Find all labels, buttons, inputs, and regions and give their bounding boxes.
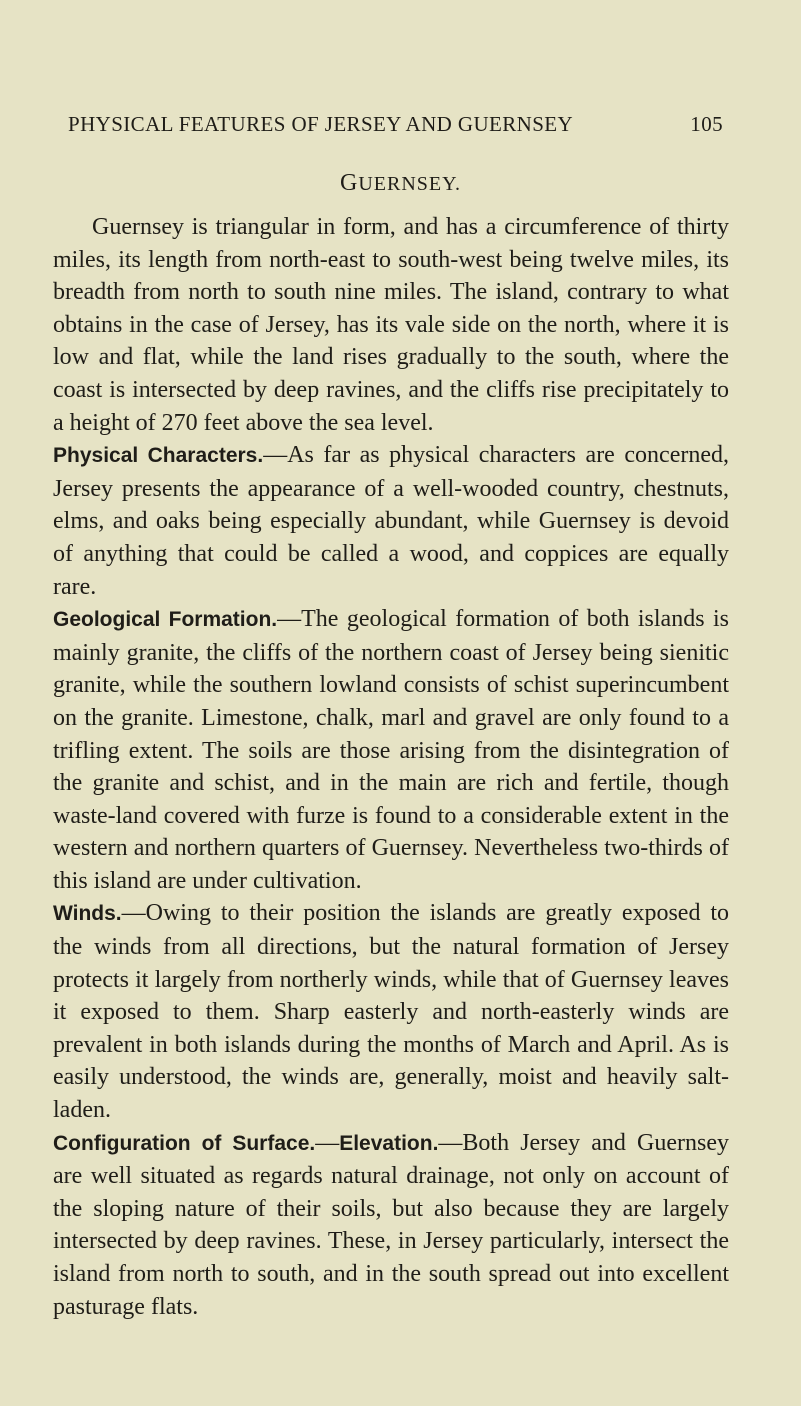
run-in-heading: Winds. <box>53 902 122 926</box>
paragraph-winds <box>53 897 729 1126</box>
run-in-heading: Geological Formation. <box>53 608 278 632</box>
page-number: 105 <box>690 112 723 136</box>
run-in-subheading: Elevation. <box>339 1131 439 1155</box>
paragraph-text: Guernsey is triangular in form, and has a circumference of thirty miles, its length from north-east to south-west being twelve miles, its breadth from north to south nine miles. The island, contrary to what obtains in the case of Jersey, has its vale side on the north, where it is low and flat, while the land rises gradually to the south, where the coast is intersected by deep ravines, and the cliffs rise precipitately to a height of 270 feet above the sea level. <box>53 214 729 436</box>
run-in-heading: Physical Characters. <box>53 444 264 468</box>
paragraph-geological-formation <box>53 603 729 897</box>
paragraph-dash: — <box>315 1129 340 1156</box>
paragraph-configuration <box>53 1127 729 1324</box>
paragraph-text: —Owing to their position the islands are greatly exposed to the winds from all directions, but the natural formation of Jersey protects it largely from northerly winds, while that of Guernsey leaves it exposed to them. Sharp easterly and north-easterly winds are prevalent in both islands during the months of March and April. As is easily understood, the winds are, generally, moist and heavily salt-laden. <box>53 900 729 1124</box>
section-title-initial: G <box>340 170 359 196</box>
run-in-heading: Configuration of Surface. <box>53 1131 316 1155</box>
section-title-rest: UERNSEY. <box>358 173 461 195</box>
body-text <box>53 211 729 1323</box>
paragraph-intro <box>53 211 729 439</box>
paragraph-text: —The geological formation of both islands is mainly granite, the cliffs of the northern coast of Jersey being sienitic granite, while the southern lowland consists of schist superincumbent on the granite. Limestone, chalk, marl and gravel are only found to a trifling extent. The soils are those arising from the disintegration of the granite and schist, and in the main are rich and fertile, though waste-land covered with furze is found to a considerable extent in the western and northern quarters of Guernsey. Nevertheless two-thirds of this island are under cultivation. <box>53 606 729 894</box>
running-title: PHYSICAL FEATURES OF JERSEY AND GUERNSEY <box>68 112 574 136</box>
section-title <box>0 170 801 197</box>
paragraph-physical-characters <box>53 439 729 603</box>
running-head <box>68 112 723 137</box>
paragraph-text: —As far as physical characters are concerned, Jersey presents the appearance of a well-wooded country, chestnuts, elms, and oaks being especially abundant, while Guernsey is devoid of anything that could be called a wood, and coppices are equally rare. <box>53 442 729 600</box>
paragraph-text: —Both Jersey and Guernsey are well situated as regards natural drainage, not only on account of the sloping nature of their soils, but also because they are largely intersected by deep ravines. These, in Jersey particularly, intersect the island from north to south, and in the south spread out into excellent pasturage flats. <box>53 1129 730 1320</box>
